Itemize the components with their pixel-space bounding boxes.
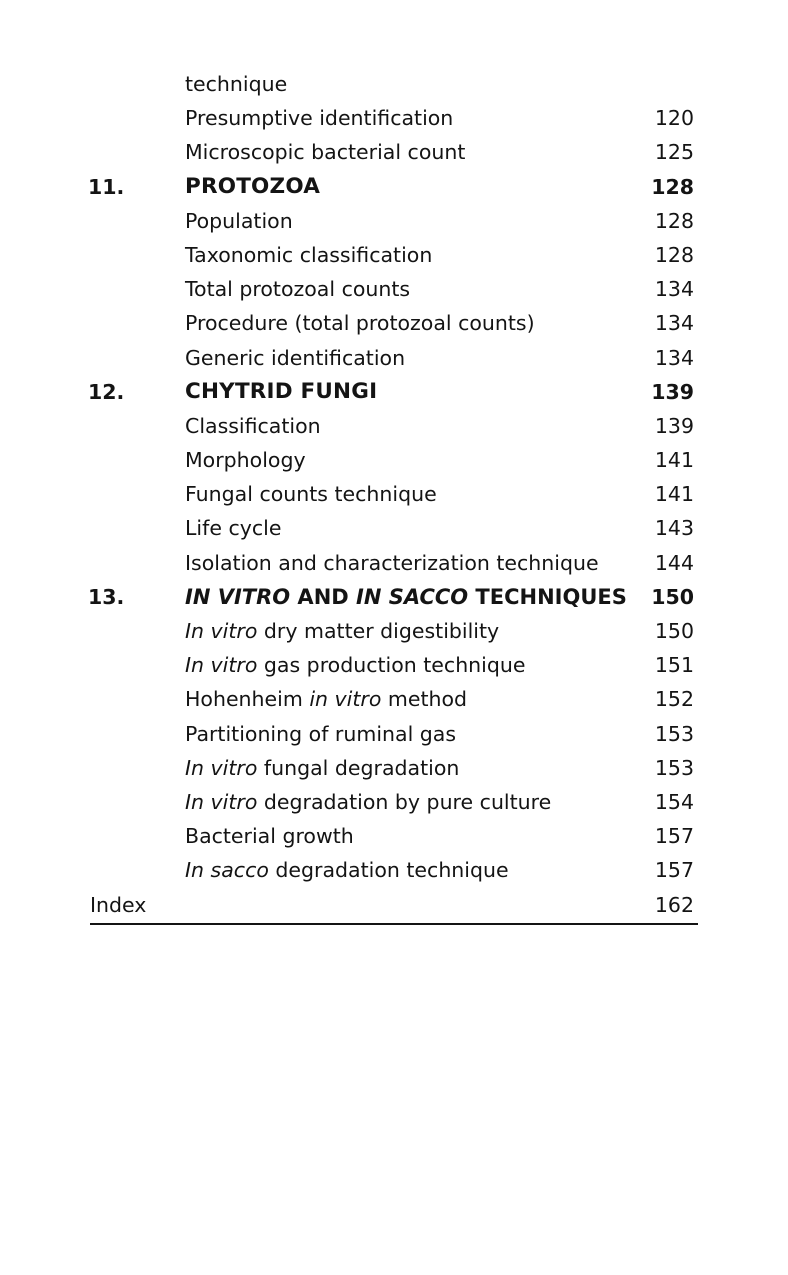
toc-entry [0,238,788,272]
title-part: dry matter digestibility [257,619,500,643]
toc-entry [0,751,788,785]
toc-entry [0,67,788,101]
entry-page: 144 [654,550,694,575]
title-italic-part: In vitro [185,653,258,678]
toc-entry [0,341,788,375]
entry-page: 154 [654,789,694,814]
entry-page: 151 [654,653,694,678]
entry-page: 152 [654,687,694,712]
entry-page: 162 [654,892,694,917]
entry-page: 139 [654,413,694,438]
entry-page: 134 [654,311,694,336]
toc-entry [0,785,788,819]
toc-entry [0,648,788,682]
toc-entry [0,443,788,477]
entry-title: Fungal counts technique [185,482,437,507]
title-italic-part: in vitro [309,687,382,712]
toc-entry [0,101,788,135]
toc-entry [0,614,788,648]
toc-entry [0,853,788,887]
title-part: fungal degradation [257,755,460,780]
entry-title [185,785,551,819]
chapter-number: 13. [88,584,125,609]
entry-page: 141 [654,482,694,507]
entry-page: 157 [654,858,694,883]
entry-title: Morphology [185,448,306,473]
toc-entry [0,477,788,511]
entry-page: 141 [654,448,694,473]
entry-page: 157 [654,824,694,849]
entry-title: Classification [185,413,321,438]
title-part: Hohenheim [185,687,310,712]
entry-title [185,682,467,716]
entry-title: Total protozoal counts [185,277,411,302]
toc-entry [0,682,788,716]
chapter-heading [0,580,788,614]
entry-page: 134 [654,277,694,302]
title-part: method [381,687,468,712]
entry-title: Bacterial growth [185,824,354,849]
title-part: AND [290,584,357,609]
entry-page: 150 [654,619,694,643]
index-entry [0,888,788,922]
entry-title [185,751,459,785]
toc-entry [0,717,788,751]
entry-page: 128 [651,174,694,199]
chapter-title: PROTOZOA [185,173,321,199]
chapter-heading [0,375,788,409]
toc-entry [0,546,788,580]
entry-title: Procedure (total protozoal counts) [185,311,535,336]
entry-title: Partitioning of ruminal gas [185,721,457,746]
toc-entry [0,204,788,238]
entry-title: Microscopic bacterial count [185,140,466,165]
title-italic-part: IN VITRO [185,584,291,609]
title-part: TECHNIQUES [468,584,627,609]
entry-title: Population [185,208,293,233]
index-title: Index [90,892,147,917]
chapter-heading [0,170,788,204]
entry-page: 153 [654,721,694,746]
entry-title: Taxonomic classification [185,242,433,267]
toc-entry [0,511,788,545]
title-italic-part: In vitro [185,619,258,643]
toc-entry [0,819,788,853]
toc-entry [0,306,788,340]
entry-page: 150 [651,584,694,609]
entry-page: 125 [654,140,694,165]
chapter-number: 11. [88,174,125,199]
entry-title [185,648,526,682]
bottom-rule [90,923,698,925]
entry-page: 128 [654,242,694,267]
title-part: degradation by pure culture [257,789,552,814]
entry-page: 153 [654,755,694,780]
entry-page: 120 [654,106,694,131]
entry-page: 143 [654,516,694,541]
entry-page: 139 [651,379,694,404]
entry-title: Life cycle [185,516,282,541]
chapter-title: CHYTRID FUNGI [185,378,378,404]
entry-page: 128 [654,208,694,233]
table-of-contents [0,67,788,922]
title-italic-part: In vitro [185,755,258,780]
chapter-title [185,580,627,614]
title-part: degradation technique [268,858,509,883]
entry-title: Generic identification [185,345,406,370]
entry-title: Presumptive identification [185,106,454,131]
title-italic-part: In vitro [185,789,258,814]
entry-page: 134 [654,345,694,370]
entry-title [185,853,509,887]
entry-title: Isolation and characterization technique [185,550,599,575]
entry-title [185,614,499,648]
title-italic-part: In sacco [185,858,269,883]
toc-entry [0,135,788,169]
toc-entry [0,272,788,306]
entry-title: technique [185,72,288,96]
toc-entry [0,409,788,443]
title-italic-part: IN SACCO [356,584,469,609]
title-part: gas production technique [257,653,526,678]
chapter-number: 12. [88,379,125,404]
